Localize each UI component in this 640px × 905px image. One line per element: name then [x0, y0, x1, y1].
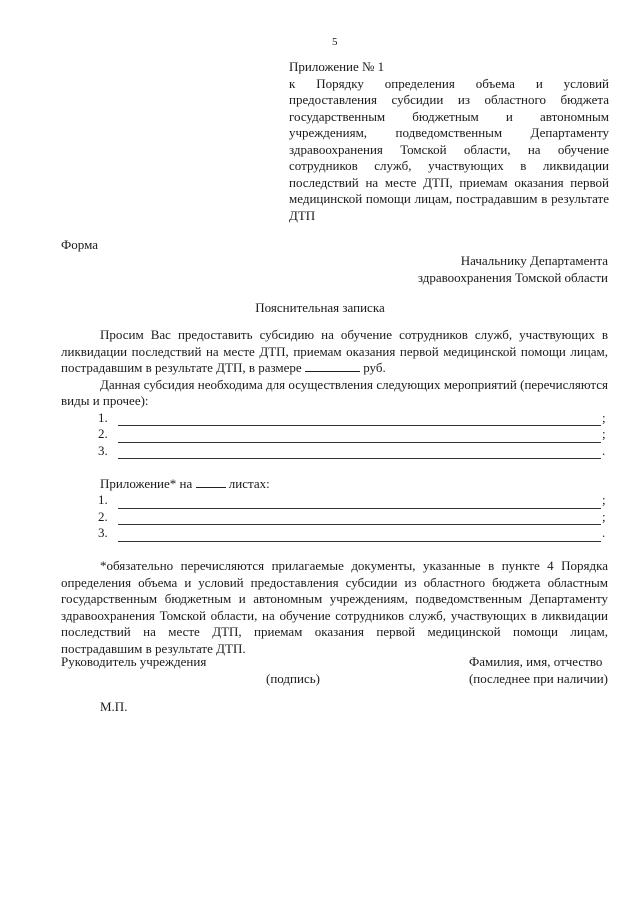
list-punctuation: ; — [602, 508, 606, 524]
appendix-line: Приложение № 1 — [289, 59, 385, 74]
page-number: 5 — [332, 36, 338, 48]
appendix-line: учреждениям, подведомственным Департаменту — [289, 125, 609, 140]
attachment-field[interactable] — [118, 512, 601, 525]
name-label: Фамилия, имя, отчество — [468, 654, 603, 669]
amount-field[interactable] — [305, 360, 360, 372]
document-body — [61, 327, 608, 657]
appendix-line: здравоохранения Томской области, на обучение — [289, 141, 609, 157]
document-title: Пояснительная записка — [255, 300, 385, 315]
addressee-block — [418, 253, 608, 286]
list-number: 2. — [98, 426, 108, 441]
list-number: 3. — [98, 525, 108, 540]
list-number: 1. — [98, 492, 108, 507]
attachment-field[interactable] — [118, 529, 601, 542]
list-item — [61, 426, 608, 443]
appendix-line: к Порядку определения объема и условий — [289, 75, 609, 91]
activity-field[interactable] — [118, 413, 601, 426]
list-punctuation: ; — [602, 492, 606, 507]
appendix-line: государственным бюджетным и автономным — [289, 108, 609, 124]
footnote: *обязательно перечисляются прилагаемые документы, указанные в пункте 4 Порядка определения объема и условий предоставления субсидии из областного бюджета областным государственным бюджетным и автономным учреждениям, подведомственным Департаменту здравоохранения Томской области, на обучение сотрудников служб, участвующих в ликвидации последствий на месте ДТП, приемам оказания первой медицинской помощи лицам, пострадавшим в результате ДТП. — [61, 558, 608, 656]
list-punctuation: . — [602, 442, 606, 458]
list-item — [61, 492, 608, 509]
appendix-header — [289, 59, 609, 224]
list-punctuation: . — [602, 525, 606, 540]
appendix-line: медицинской помощи лицам, пострадавшим в результате — [289, 191, 609, 206]
sheets-count-field[interactable] — [196, 476, 226, 488]
attachments-label-after: листах: — [228, 475, 270, 491]
list-punctuation: ; — [602, 409, 606, 425]
name-block — [469, 654, 608, 687]
name-caption: (последнее при наличии) — [468, 670, 608, 686]
list-punctuation: ; — [602, 426, 606, 441]
list-item — [61, 525, 608, 542]
addressee-line-1: Начальнику Департамента — [460, 253, 608, 268]
activities-list — [61, 410, 608, 460]
attachment-field[interactable] — [118, 496, 601, 509]
attachments-list — [61, 492, 608, 542]
request-text: Просим Вас предоставить субсидию на обучение сотрудников служб, участвующих в ликвидации последствий на месте ДТП, приемам оказания первой медицинской помощи лицам, пострадавшим в результате ДТП, в размере — [61, 327, 608, 375]
list-number: 3. — [98, 442, 108, 458]
list-item — [61, 509, 608, 526]
seal-label: М.П. — [100, 699, 128, 714]
list-item — [61, 443, 608, 460]
attachments-label — [61, 476, 608, 493]
form-label: Форма — [61, 237, 98, 252]
appendix-line: сотрудников служб, участвующих в ликвидации — [289, 158, 609, 173]
addressee-line-2: здравоохранения Томской области — [417, 269, 608, 285]
currency-label: руб. — [363, 360, 386, 375]
head-label: Руководитель учреждения — [61, 654, 207, 669]
appendix-line: предоставления субсидии из областного бюджета — [289, 92, 609, 107]
list-number: 2. — [98, 508, 108, 524]
signature-caption: (подпись) — [266, 670, 320, 686]
request-paragraph — [61, 327, 608, 377]
activity-field[interactable] — [118, 430, 601, 443]
attachments-label-before: Приложение* на — [100, 475, 193, 491]
list-number: 1. — [98, 409, 108, 425]
list-item — [61, 410, 608, 427]
activity-field[interactable] — [118, 446, 601, 459]
appendix-line: ДТП — [289, 207, 316, 223]
activities-intro: Данная субсидия необходима для осуществления следующих мероприятий (перечисляются виды и прочее): — [61, 376, 608, 408]
appendix-line: последствий на месте ДТП, приемам оказания первой — [289, 174, 609, 190]
